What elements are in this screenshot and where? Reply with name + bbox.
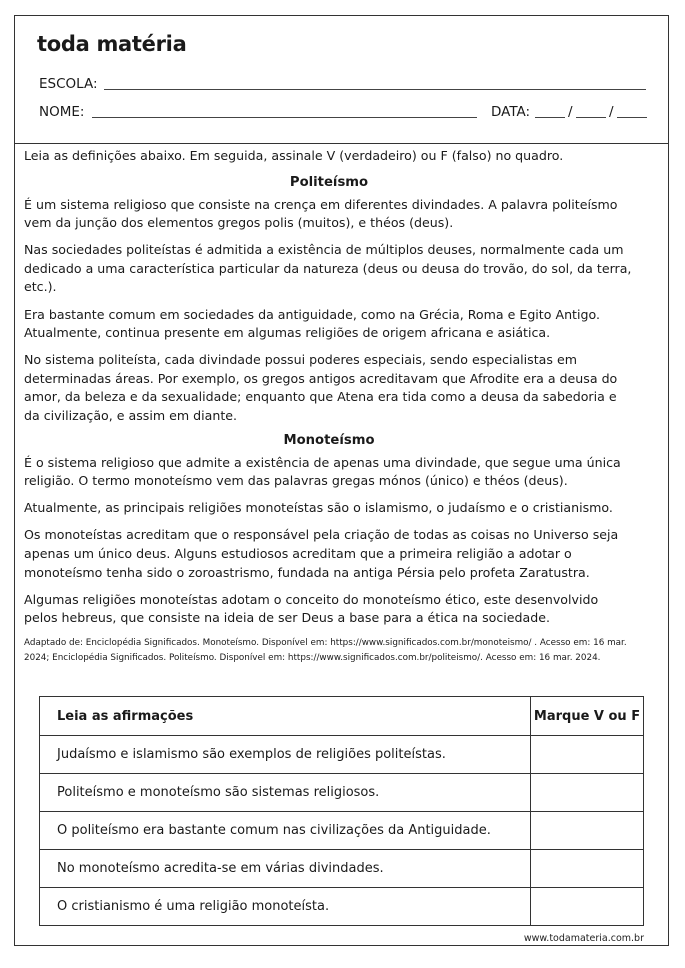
true-false-table [39, 696, 644, 926]
table-row [40, 736, 644, 774]
date-separator: / [568, 104, 573, 120]
paragraph: Algumas religiões monoteístas adotam o conceito do monoteísmo ético, este desenvolvido pelos hebreus, que consiste na ideia de ser Deus a base para a ética na sociedade. [24, 591, 599, 626]
answer-cell[interactable] [531, 736, 644, 774]
statement-text: O cristianismo é uma religião monoteísta. [40, 888, 531, 926]
section-title-monoteismo: Monoteísmo [283, 432, 375, 448]
brand-logo: toda matéria [37, 32, 187, 56]
date-separator: / [609, 104, 614, 120]
footer-url[interactable]: www.todamateria.com.br [523, 933, 644, 944]
answer-cell[interactable] [531, 812, 644, 850]
table-header-row [40, 697, 644, 736]
mark-header: Marque V ou F [531, 697, 644, 736]
paragraph: No sistema politeísta, cada divindade possui poderes especiais, sendo especialistas em determinadas áreas. Por exemplo, os gregos antigos acreditavam que Afrodite era a deusa do amor, da beleza e da sexualidade; enquanto que Atena era tida como a deusa da sabedoria e da civilização, e assim em diante. [24, 352, 618, 424]
worksheet-header [15, 16, 668, 144]
table-row [40, 774, 644, 812]
answer-cell[interactable] [531, 850, 644, 888]
date-year-field[interactable] [617, 117, 647, 118]
statements-header: Leia as afirmações [40, 697, 531, 736]
table-row [40, 850, 644, 888]
instructions: Leia as definições abaixo. Em seguida, assinale V (verdadeiro) ou F (falso) no quadro. [24, 148, 564, 163]
nome-field[interactable] [92, 117, 477, 118]
answer-cell[interactable] [531, 774, 644, 812]
paragraph: Nas sociedades politeístas é admitida a existência de múltiplos deuses, normalmente cada um dedicado a uma característica particular da natureza (deus ou deusa do trovão, do sol, da terra, etc.). [24, 242, 632, 295]
statement-text: O politeísmo era bastante comum nas civilizações da Antiguidade. [40, 812, 531, 850]
source-citation: Adaptado de: Enciclopédia Significados. Monoteísmo. Disponível em: https://www.significados.com.br/monoteismo/ . Acesso em: 16 mar. 2024; Enciclopédia Significados. Politeísmo. Disponível em: https://www.significados.com.br/politeismo/. Acesso em: 16 mar. 2024. [24, 638, 627, 664]
date-month-field[interactable] [576, 117, 606, 118]
table-row [40, 812, 644, 850]
nome-label: NOME: [39, 104, 85, 120]
paragraph: Os monoteístas acreditam que o responsável pela criação de todas as coisas no Universo seja apenas um único deus. Alguns estudiosos acreditam que a primeira religião a adotar o monoteísmo tenha sido o zoroastrismo, fundada na antiga Pérsia pelo profeta Zaratustra. [24, 527, 619, 580]
statement-text: No monoteísmo acredita-se em várias divindades. [40, 850, 531, 888]
statement-text: Politeísmo e monoteísmo são sistemas religiosos. [40, 774, 531, 812]
escola-label: ESCOLA: [39, 76, 98, 92]
date-day-field[interactable] [535, 117, 565, 118]
table-row [40, 888, 644, 926]
data-label: DATA: [491, 104, 531, 120]
paragraph: Era bastante comum em sociedades da antiguidade, como na Grécia, Roma e Egito Antigo. Atualmente, continua presente em algumas religiões de origem africana e asiática. [24, 306, 600, 341]
paragraph: É um sistema religioso que consiste na crença em diferentes divindades. A palavra politeísmo vem da junção dos elementos gregos polis (muitos), e théos (deus). [24, 196, 618, 231]
paragraph: Atualmente, as principais religiões monoteístas são o islamismo, o judaísmo e o cristianismo. [24, 500, 613, 516]
paragraph: É o sistema religioso que admite a existência de apenas uma divindade, que segue uma única religião. O termo monoteísmo vem das palavras gregas mónos (único) e théos (deus). [24, 454, 621, 489]
section-title-politeismo: Politeísmo [289, 174, 369, 190]
reading-text [24, 147, 634, 675]
answer-cell[interactable] [531, 888, 644, 926]
escola-field[interactable] [104, 89, 646, 90]
statement-text: Judaísmo e islamismo são exemplos de religiões politeístas. [40, 736, 531, 774]
